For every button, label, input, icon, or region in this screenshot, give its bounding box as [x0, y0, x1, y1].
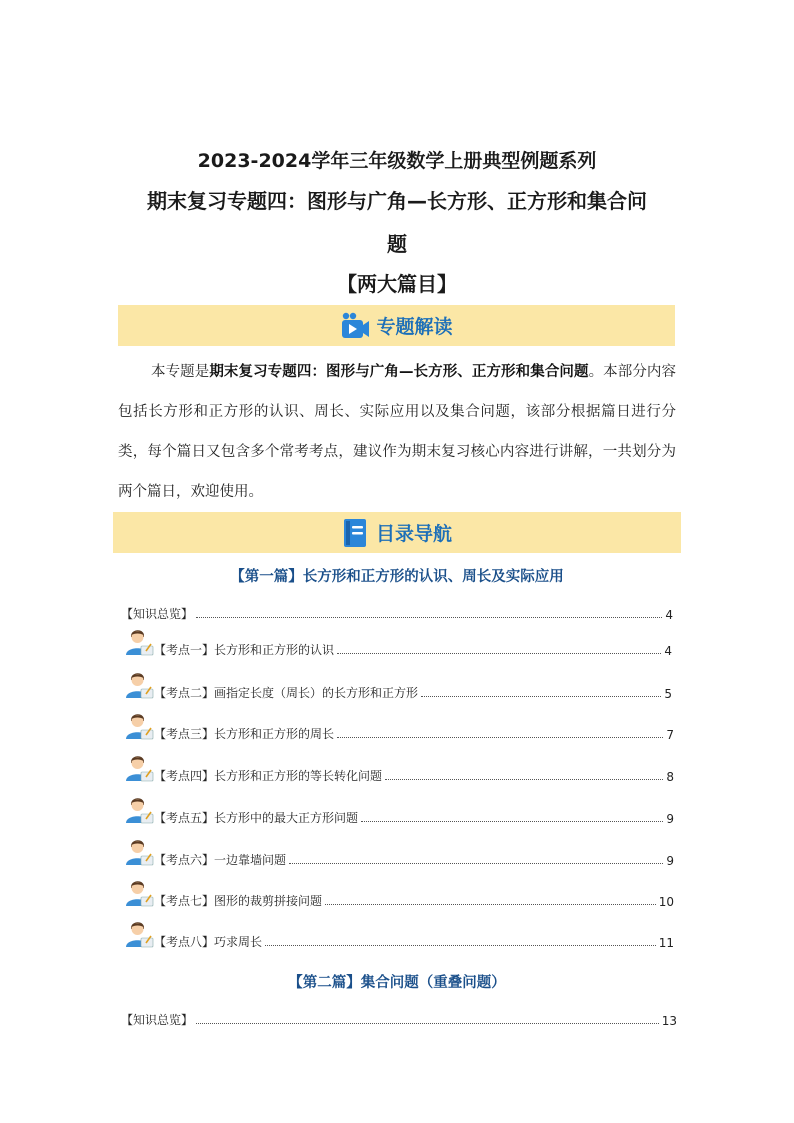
toc-page-number: 11 [658, 936, 674, 950]
toc-leader [361, 820, 663, 822]
student-icon [121, 708, 155, 742]
toc-entry-label: 【考点二】画指定长度（周长）的长方形和正方形 [154, 686, 419, 700]
toc-entry-kp7[interactable] [154, 889, 674, 909]
book-icon [342, 518, 370, 548]
toc-entry-kp4[interactable] [154, 764, 674, 784]
student-icon [121, 875, 155, 909]
student-icon [121, 667, 155, 701]
toc-overview-part2[interactable] [121, 1008, 677, 1028]
intro-prefix: 本专题是 [151, 364, 210, 380]
video-play-icon [340, 311, 370, 341]
toc-page-number: 7 [666, 728, 674, 742]
toc-leader [265, 944, 656, 946]
toc-leader [196, 1022, 659, 1024]
student-icon [121, 834, 155, 868]
toc-page-number: 8 [666, 770, 674, 784]
toc-entry-label: 【考点一】长方形和正方形的认识 [154, 643, 335, 657]
toc-part2-title: 【第二篇】集合问题（重叠问题） [288, 975, 506, 991]
toc-leader [289, 862, 663, 864]
toc-entry-label: 【考点五】长方形中的最大正方形问题 [154, 811, 359, 825]
section-label-toc: 目录导航 [375, 523, 452, 545]
toc-page-number: 9 [666, 812, 674, 826]
intro-suffix: 。本部分内容包括长方形和正方形的认识、周长、实际应用以及集合问题，该部分根据篇日进行分类，每个篇日又包含多个常考考点，建议作为期末复习核心内容进行讲解，一共划分为两个篇日，欢迎使用。 [118, 364, 677, 500]
toc-page-number: 9 [666, 854, 674, 868]
toc-leader [337, 652, 661, 654]
section-label-reading: 专题解读 [376, 316, 453, 338]
toc-entry-label: 【考点四】长方形和正方形的等长转化问题 [154, 769, 383, 783]
student-icon [121, 750, 155, 784]
toc-overview-part1[interactable] [121, 602, 673, 622]
toc-entry-label: 【考点七】图形的裁剪拼接问题 [154, 894, 323, 908]
document-subtitle: 【两大篇目】 [337, 272, 457, 296]
toc-entry-kp3[interactable] [154, 722, 674, 742]
toc-page-number: 13 [661, 1014, 677, 1028]
section-banner-toc [113, 512, 681, 553]
toc-entry-kp1[interactable] [154, 638, 672, 658]
toc-entry-label: 【考点六】一边靠墙问题 [154, 853, 287, 867]
toc-entry-kp8[interactable] [154, 930, 674, 950]
student-icon [121, 792, 155, 826]
toc-entry-kp2[interactable] [154, 681, 672, 701]
toc-entry-label: 【考点八】巧求周长 [154, 935, 263, 949]
toc-leader [337, 736, 663, 738]
toc-page-number: 5 [664, 687, 672, 701]
toc-entry-label: 【考点三】长方形和正方形的周长 [154, 727, 335, 741]
toc-leader [421, 695, 661, 697]
toc-entry-label: 【知识总览】 [121, 1013, 194, 1027]
section-banner-reading [118, 305, 675, 346]
toc-leader [385, 778, 663, 780]
toc-page-number: 4 [665, 608, 673, 622]
toc-entry-kp6[interactable] [154, 848, 674, 868]
toc-part1-title: 【第一篇】长方形和正方形的认识、周长及实际应用 [230, 569, 564, 585]
toc-page-number: 4 [664, 644, 672, 658]
toc-leader [196, 616, 662, 618]
student-icon [121, 916, 155, 950]
toc-entry-kp5[interactable] [154, 806, 674, 826]
document-title-line1: 2023-2024学年三年级数学上册典型例题系列 [197, 150, 597, 172]
toc-leader [325, 903, 656, 905]
intro-paragraph [118, 352, 676, 512]
toc-page-number: 10 [658, 895, 674, 909]
student-icon [121, 624, 155, 658]
document-title-line3: 题 [387, 232, 407, 256]
toc-entry-label: 【知识总览】 [121, 607, 194, 621]
document-title-line2: 期末复习专题四：图形与广角—长方形、正方形和集合问 [147, 189, 647, 213]
intro-topic: 期末复习专题四：图形与广角—长方形、正方形和集合问题 [209, 364, 589, 380]
